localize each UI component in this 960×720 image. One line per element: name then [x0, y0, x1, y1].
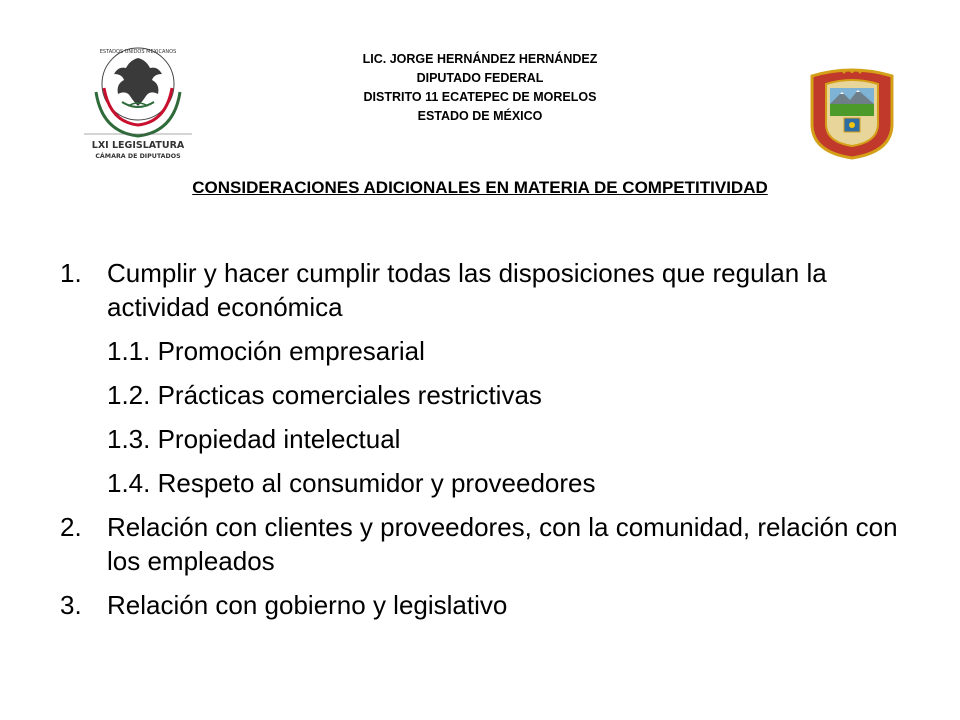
item-text: Relación con gobierno y legislativo	[107, 590, 508, 620]
camara-label: CÁMARA DE DIPUTADOS	[95, 153, 181, 160]
considerations-list	[60, 256, 920, 622]
item-number: 1.	[60, 258, 82, 288]
list-item	[60, 510, 920, 578]
item-text: Relación con clientes y proveedores, con la comunidad, relación con los empleados	[107, 512, 898, 576]
coat-of-arms-icon	[806, 66, 898, 160]
seal-top-text: ESTADOS UNIDOS MEXICANOS	[99, 49, 177, 55]
camara-diputados-logo	[78, 40, 198, 162]
eagle-seal-icon	[96, 48, 180, 136]
item-number: 3.	[60, 590, 82, 620]
sub-item: 1.1. Promoción empresarial	[107, 336, 425, 366]
slide-title: CONSIDERACIONES ADICIONALES EN MATERIA DE COMPETITIVIDAD	[192, 178, 768, 197]
legislatura-label: LXI LEGISLATURA	[91, 140, 185, 151]
header-name: LIC. JORGE HERNÁNDEZ HERNÁNDEZ	[362, 52, 598, 66]
sub-item: 1.4. Respeto al consumidor y proveedores	[107, 468, 596, 498]
list-item	[60, 588, 920, 622]
header-position: DIPUTADO FEDERAL	[416, 71, 544, 85]
item-text: Cumplir y hacer cumplir todas las disposiciones que regulan la actividad económica	[107, 258, 827, 322]
header-state: ESTADO DE MÉXICO	[417, 109, 543, 123]
item-number: 2.	[60, 512, 82, 542]
header-district: DISTRITO 11 ECATEPEC DE MORELOS	[363, 90, 597, 104]
sub-item: 1.3. Propiedad intelectual	[107, 424, 401, 454]
list-item	[60, 256, 920, 324]
header	[260, 50, 700, 126]
sub-item: 1.2. Prácticas comerciales restrictivas	[107, 380, 542, 410]
